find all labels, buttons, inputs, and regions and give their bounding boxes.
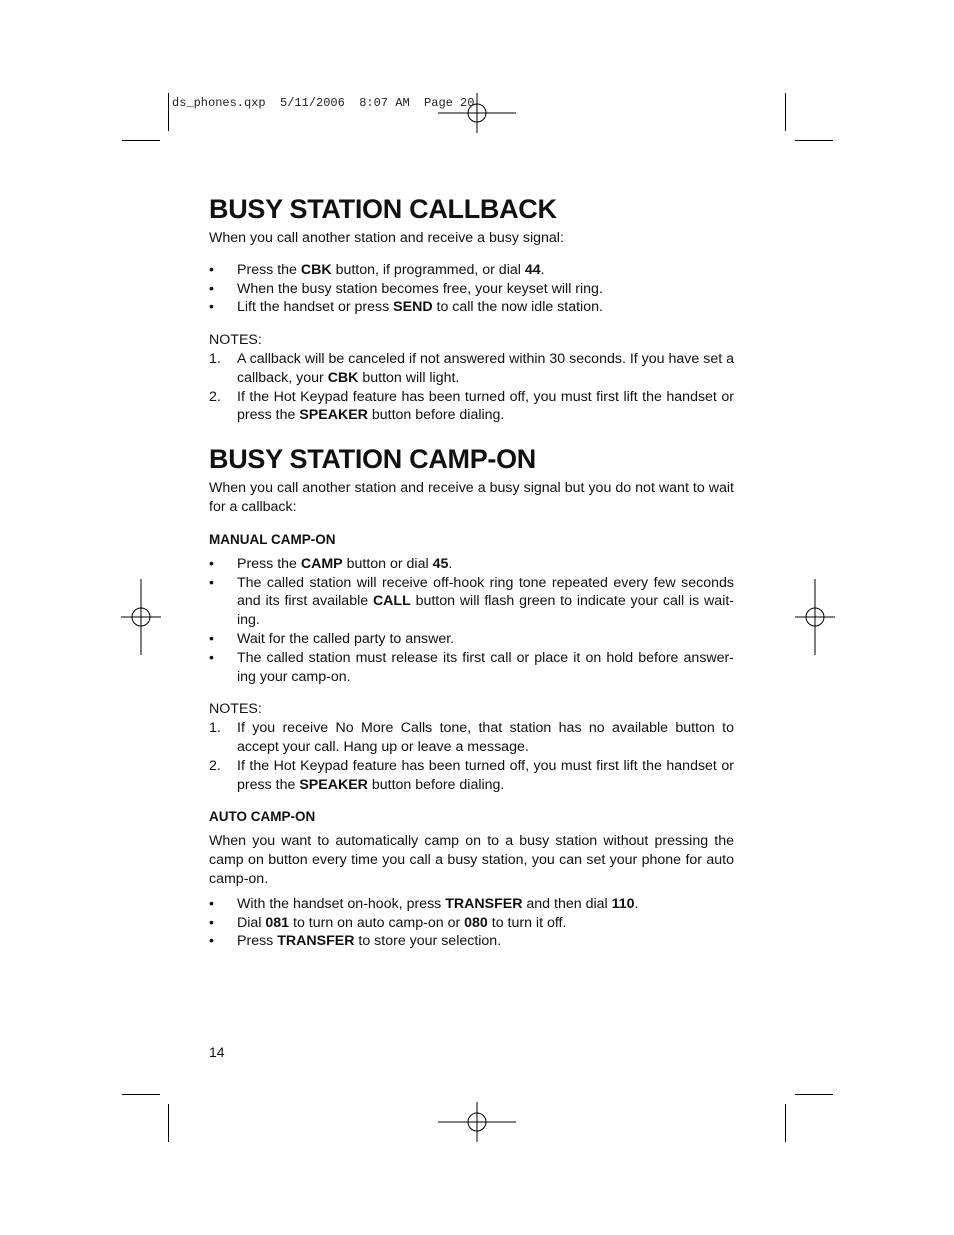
camp-on-notes-list (209, 719, 734, 794)
bullet-marker: • (209, 299, 214, 316)
bullet-marker: • (209, 280, 214, 297)
page-content (209, 190, 734, 951)
crop-mark-bottom-right-h (795, 1094, 833, 1095)
auto-camp-on-list (209, 895, 734, 951)
bullet-marker: • (209, 649, 214, 666)
bullet-marker: • (209, 630, 214, 647)
callback-notes-list (209, 350, 734, 425)
list-item: 2. If the Hot Keypad feature has been turned off, you must first lift the handset or press the SPEAKER button before dialing. (209, 388, 734, 424)
crop-mark-bottom-left-v (168, 1104, 169, 1142)
list-item: • Press the CBK button, if programmed, or dial 44. (209, 261, 545, 278)
list-item: • Dial 081 to turn on auto camp-on or 080 to turn it off. (209, 914, 567, 931)
list-item: • When the busy station becomes free, your keyset will ring. (209, 280, 603, 297)
heading-manual-camp-on: MANUAL CAMP-ON (209, 531, 336, 547)
heading-busy-station-callback: BUSY STATION CALLBACK (209, 194, 557, 224)
list-item: 1. If you receive No More Calls tone, that station has no available button to accept your call. Hang up or leave a message. (209, 720, 734, 755)
bullet-marker: • (209, 261, 214, 278)
page-number: 14 (209, 1044, 225, 1060)
notes-label: NOTES: (209, 701, 262, 718)
list-item: • Press the CAMP button or dial 45. (209, 555, 453, 572)
list-item: • With the handset on-hook, press TRANSFER and then dial 110. (209, 895, 639, 912)
registration-mark-right (795, 579, 835, 655)
crop-mark-bottom-left-h (122, 1094, 160, 1095)
bullet-marker: • (209, 574, 214, 591)
registration-mark-top (438, 93, 516, 133)
notes-label: NOTES: (209, 332, 262, 349)
manual-camp-on-list (209, 555, 734, 687)
bullet-marker: • (209, 555, 214, 572)
list-item: • Wait for the called party to answer. (209, 630, 455, 647)
crop-mark-top-left-v (168, 93, 169, 131)
list-item: • Press TRANSFER to store your selection. (209, 933, 502, 950)
note-number: 1. (209, 350, 221, 367)
note-number: 1. (209, 720, 221, 737)
crop-mark-bottom-right-v (785, 1104, 786, 1142)
bullet-marker: • (209, 933, 214, 950)
list-item: • The called station will receive off-hook ring tone repeated every few seconds and its first available CALL button will flash green to indicate your call is wait-ing. (209, 574, 735, 629)
registration-mark-bottom (438, 1102, 516, 1142)
auto-camp-on-intro: When you want to automatically camp on to a busy station without pressing the camp on button every time you call a busy station, you can set your phone for auto camp-on. (209, 833, 734, 887)
note-number: 2. (209, 757, 221, 774)
printer-slug: ds_phones.qxp 5/11/2006 8:07 AM Page 20 (172, 96, 475, 110)
list-item: • Lift the handset or press SEND to call the now idle station. (209, 299, 603, 316)
heading-auto-camp-on: AUTO CAMP-ON (209, 809, 316, 825)
heading-busy-station-camp-on: BUSY STATION CAMP-ON (209, 444, 537, 475)
crop-mark-top-right-h (795, 140, 833, 141)
registration-mark-left (121, 579, 161, 655)
callback-steps-list (209, 261, 734, 317)
list-item: 2. If the Hot Keypad feature has been turned off, you must first lift the handset or press the SPEAKER button before dialing. (209, 757, 734, 793)
note-number: 2. (209, 388, 221, 405)
camp-on-intro: When you call another station and receive a busy signal but you do not want to wait for a callback: (209, 480, 734, 515)
crop-mark-top-right-v (785, 93, 786, 131)
bullet-marker: • (209, 914, 214, 931)
list-item: • The called station must release its first call or place it on hold before answer-ing your camp-on. (209, 649, 734, 685)
list-item: 1. A callback will be canceled if not answered within 30 seconds. If you have set a callback, your CBK button will light. (209, 350, 734, 386)
callback-intro: When you call another station and receive a busy signal: (209, 230, 564, 246)
crop-mark-top-left-h (122, 140, 160, 141)
bullet-marker: • (209, 895, 214, 912)
